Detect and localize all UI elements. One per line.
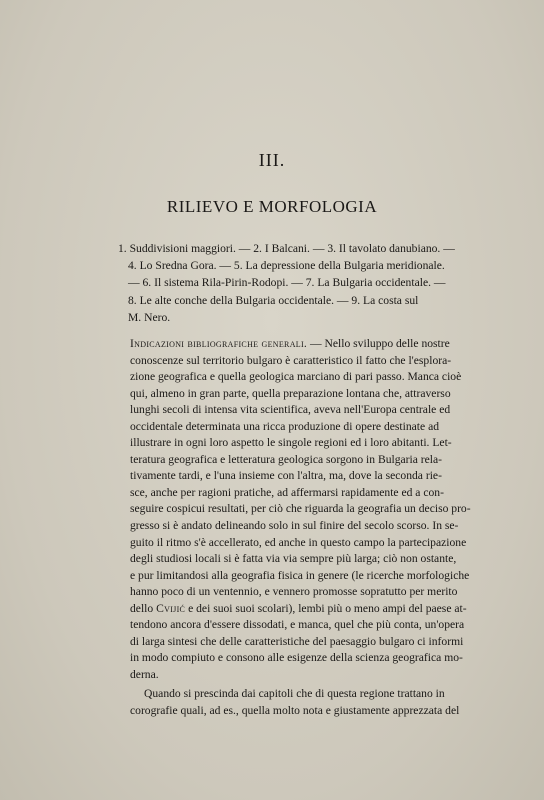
chapter-title: RILIEVO E MORFOLOGIA [166, 197, 378, 216]
paragraph-line: gresso si è andato delineando solo in sul finire del secolo scorso. In se- [130, 519, 459, 533]
paragraph-line: sce, anche per ragioni pratiche, ad affermarsi rapidamente ed a con- [130, 485, 444, 499]
paragraph-text: e dei suoi suoi scolari), lembi più o meno ampi del paese at- [185, 601, 467, 615]
paragraph-line: occidentale determinata una ricca produzione di opere destinate ad [130, 419, 440, 433]
paragraph-2-line: corografie quali, ad es., quella molto nota e giustamente apprezzata del [130, 704, 460, 718]
paragraph-line: zione geografica e quella geologica marciano di pari passo. Manca cioè [130, 370, 462, 384]
paragraph-2-line: Quando si prescinda dai capitoli che di questa regione trattano in [144, 687, 445, 701]
paragraph-line: seguire cospicui resultati, per ciò che riguarda la geografia un deciso pro- [130, 502, 471, 516]
chapter-summary [118, 240, 510, 326]
summary-line: 4. Lo Sredna Gora. — 5. La depressione della Bulgaria meridionale. [128, 259, 445, 273]
paragraph-line: tendono ancora d'essere dissodati, e manca, quel che più conta, un'opera [130, 618, 465, 632]
paragraph-line: degli studiosi locali si è fatta via via sempre più larga; ciò non ostante, [130, 552, 457, 566]
body-text [130, 336, 506, 720]
paragraph-line: derna. [130, 667, 159, 681]
paragraph-line: hanno poco di un ventennio, e vennero promosse sopratutto per merito [130, 585, 458, 599]
paragraph-line-cvijic [130, 601, 506, 618]
author-name: Cvijić [156, 601, 186, 615]
paragraph-line: teratura geografica e letteratura geologica sorgono in Bulgaria rela- [130, 452, 443, 466]
summary-line: — 6. Il sistema Rila-Pirin-Rodopi. — 7. La Bulgaria occidentale. — [128, 276, 446, 290]
section-heading: Indicazioni bibliografiche generali. [130, 337, 308, 350]
paragraph-line: guito il ritmo s'è accellerato, ed anche in questo campo la partecipazione [130, 535, 467, 549]
paragraph-line: e pur limitandosi alla geografia fisica in genere (le ricerche morfologiche [130, 568, 470, 582]
paragraph-1-first-line [130, 336, 506, 353]
summary-line: 1. Suddivisioni maggiori. — 2. I Balcani. — 3. Il tavolato danubiano. — [118, 242, 455, 255]
paragraph-line: in modo compiuto e consono alle esigenze della scienza geografica mo- [130, 651, 463, 665]
paragraph-line: qui, almeno in gran parte, quella preparazione lontana che, attraverso [130, 386, 451, 400]
paragraph-line: lunghi secoli di intensa vita scientifica, aveva nell'Europa centrale ed [130, 403, 451, 417]
paragraph-line: conoscenze sul territorio bulgaro è caratteristico il fatto che l'esplora- [130, 353, 452, 367]
summary-line: M. Nero. [128, 310, 171, 324]
summary-line: 8. Le alte conche della Bulgaria occidentale. — 9. La costa sul [128, 293, 419, 307]
paragraph-text: — Nello sviluppo delle nostre [307, 337, 450, 350]
chapter-number: III. [258, 150, 286, 170]
paragraph-text: dello [130, 601, 157, 615]
paragraph-line: di larga sintesi che delle caratteristiche del paesaggio bulgaro ci informi [130, 634, 464, 648]
paragraph-line: tivamente tardi, e l'una insieme con l'altra, ma, dove la seconda rie- [130, 469, 442, 483]
paragraph-line: illustrare in ogni loro aspetto le singole regioni ed i loro abitanti. Let- [130, 436, 452, 450]
